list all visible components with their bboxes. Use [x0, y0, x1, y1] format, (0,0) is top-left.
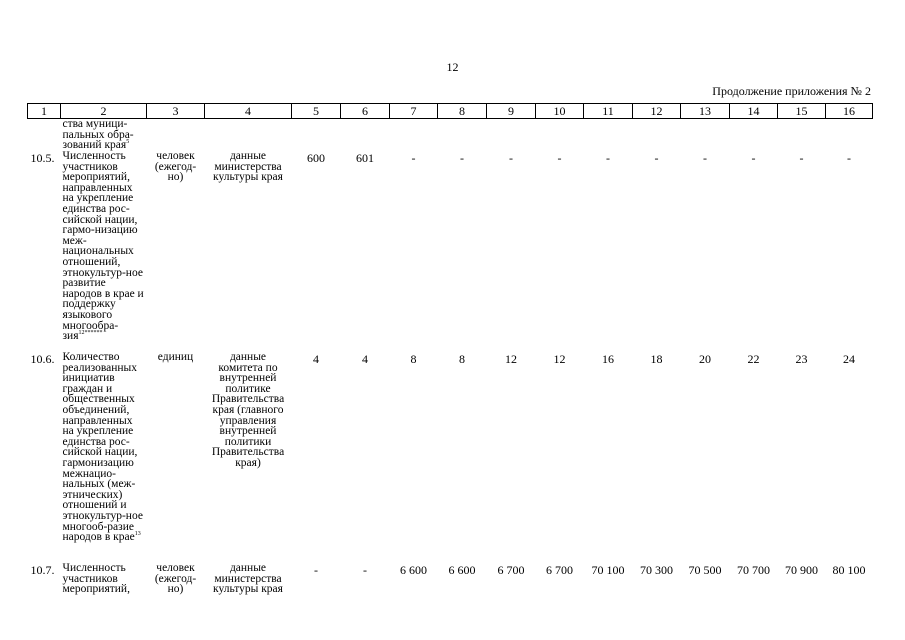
- value-cell: 70 700: [737, 563, 770, 577]
- value-cell: -: [751, 151, 756, 165]
- table-row: [28, 563, 873, 624]
- value-cell: 22: [747, 352, 760, 366]
- col-header: 2: [61, 104, 147, 119]
- value-cell: 16: [602, 352, 614, 366]
- value-cell: 4: [362, 352, 368, 366]
- col-header: 7: [390, 104, 438, 119]
- value-cell: 12: [505, 352, 517, 366]
- value-cell: -: [606, 151, 610, 165]
- value-cell: 8: [410, 352, 417, 366]
- col-header: 12: [633, 104, 681, 119]
- data-source: данные комитета по внутренней политике Правительства края (главного управления внутренней политики Правительства края): [211, 351, 285, 469]
- appendix-continuation-label: Продолжение приложения № 2: [712, 84, 871, 98]
- column-number-row: [28, 104, 873, 119]
- col-header: 11: [584, 104, 633, 119]
- value-cell: -: [509, 151, 513, 165]
- value-cell: 23: [795, 352, 808, 366]
- value-cell: 8: [459, 352, 465, 366]
- table-row: [28, 151, 873, 352]
- indicator-description: Численность участников мероприятий,: [62, 562, 130, 596]
- data-source: данные министерства культуры края: [213, 562, 283, 596]
- row-number: 10.5.: [30, 151, 55, 165]
- page-number: 12: [446, 60, 459, 74]
- col-header: 6: [341, 104, 390, 119]
- col-header: 4: [205, 104, 292, 119]
- col-header: 16: [826, 104, 873, 119]
- value-cell: 80 100: [832, 563, 866, 577]
- unit-of-measure: человек (ежегод-но): [154, 150, 197, 184]
- value-cell: -: [363, 563, 367, 577]
- value-cell: -: [847, 151, 851, 165]
- value-cell: 70 100: [591, 563, 625, 577]
- col-header: 5: [292, 104, 341, 119]
- value-cell: -: [411, 151, 416, 165]
- value-cell: 6 700: [546, 563, 573, 577]
- col-header: 15: [778, 104, 826, 119]
- col-header: 9: [487, 104, 536, 119]
- value-cell: 6 600: [448, 563, 476, 577]
- value-cell: 70 500: [688, 563, 722, 577]
- value-cell: 24: [843, 352, 855, 366]
- value-cell: 6 700: [497, 563, 525, 577]
- value-cell: 20: [699, 352, 711, 366]
- col-header: 1: [28, 104, 61, 119]
- table-row-continuation: [28, 119, 873, 152]
- col-header: 8: [438, 104, 487, 119]
- value-cell: 601: [356, 151, 374, 165]
- row-number: 10.6.: [30, 352, 55, 366]
- unit-of-measure: человек (ежегод-но): [154, 562, 197, 596]
- value-cell: -: [314, 563, 318, 577]
- data-source: данные министерства культуры края: [213, 150, 283, 184]
- value-cell: 600: [307, 151, 325, 165]
- indicators-table: [27, 103, 873, 624]
- value-cell: 70 300: [640, 563, 673, 577]
- row-number: 10.7.: [30, 563, 55, 577]
- col-header: 10: [536, 104, 584, 119]
- col-header: 14: [730, 104, 778, 119]
- indicator-description: Численность участников мероприятий, направленных на укрепление единства рос-сийской нации, гармо-низацию меж-национальных отношений, этнокультур-ное развитие народов в крае и поддержку языкового многообра-зия$^{12******}$: [62, 150, 144, 343]
- value-cell: -: [460, 151, 464, 165]
- unit-of-measure: единиц: [157, 351, 194, 363]
- value-cell: 12: [553, 352, 566, 366]
- indicator-description: Количество реализованных инициатив граждан и общественных объединений, направленных на укрепление единства рос-сийской нации, гармонизацию межнацио-нальных (меж-этнических) отношений и этнокультур-ное многооб-разие народов в крае$^{13}$: [62, 351, 143, 544]
- value-cell: -: [703, 151, 707, 165]
- value-cell: 4: [313, 352, 319, 366]
- table-row: [28, 352, 873, 563]
- value-cell: 6 600: [400, 563, 427, 577]
- value-cell: -: [654, 151, 659, 165]
- continued-description: ства муници-пальных обра-зований края$^5$: [62, 118, 134, 152]
- col-header: 13: [681, 104, 730, 119]
- value-cell: 18: [650, 352, 663, 366]
- value-cell: 70 900: [785, 563, 818, 577]
- value-cell: -: [799, 151, 804, 165]
- col-header: 3: [147, 104, 205, 119]
- value-cell: -: [557, 151, 562, 165]
